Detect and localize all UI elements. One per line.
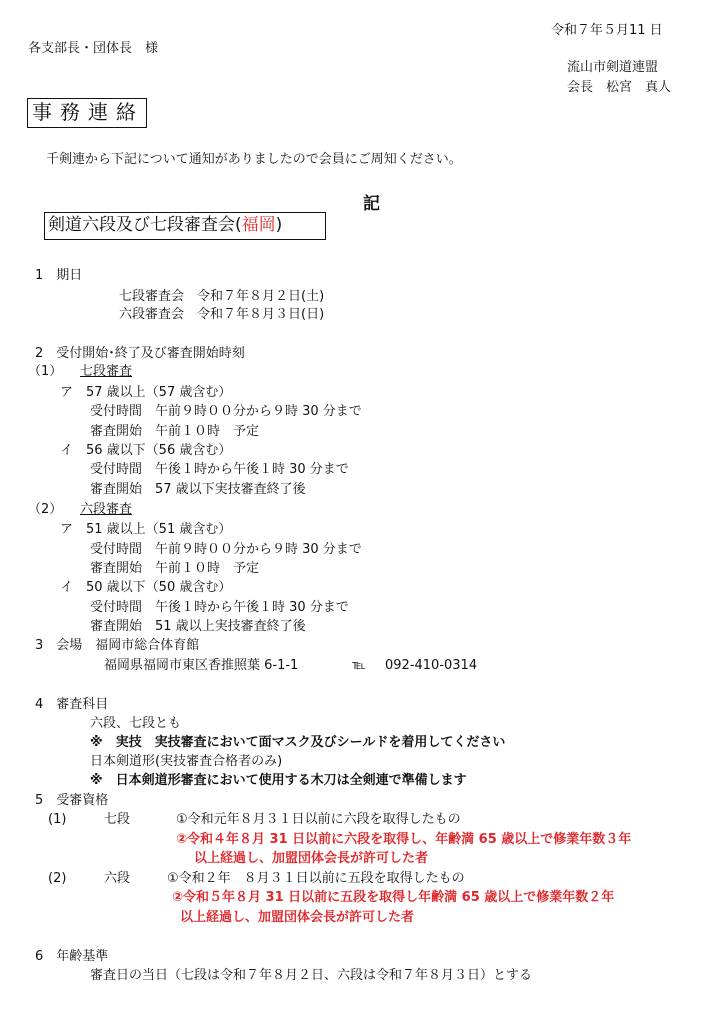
sub2-a: ア 51 歳以上（51 歳含む） xyxy=(60,522,232,537)
qual-2-cond-2-cont: 以上経過し、加盟団体会長が許可した者 xyxy=(180,910,415,925)
qual-2-number: (2) xyxy=(48,871,67,886)
age-criteria: 審査日の当日（七段は令和７年８月２日、六段は令和７年８月３日）とする xyxy=(90,968,533,983)
sub1-a: ア 57 歳以上（57 歳含む） xyxy=(60,385,232,400)
qual-1-grade: 七段 xyxy=(104,812,131,827)
tel-number: 092-410-0314 xyxy=(385,658,478,673)
qual-1-cond-2: ②令和４年８月 31 日以前に六段を取得し、年齢満 65 歳以上で修業年数３年 xyxy=(176,832,632,847)
sub2-i-reception: 受付時間 午後１時から午後１時 30 分まで xyxy=(90,600,349,615)
document-date: 令和７年５月11 日 xyxy=(551,23,663,38)
subjects-line-1: 六段、七段とも xyxy=(90,716,182,731)
date-6dan: 六段審査会 令和７年８月３日(日) xyxy=(119,307,325,322)
sub2-title: 六段審査 xyxy=(80,502,133,517)
section-2-heading: 2 受付開始･終了及び審査開始時刻 xyxy=(35,346,245,361)
ki-heading: 記 xyxy=(363,194,380,214)
sub2-a-start: 審査開始 午前１０時 予定 xyxy=(90,561,260,576)
sub2-number: （2） xyxy=(28,502,63,517)
qual-1-cond-1: ①令和元年８月３１日以前に六段を取得したもの xyxy=(176,812,461,827)
sub2-i: イ 50 歳以下（50 歳含む） xyxy=(60,580,232,595)
sub1-a-start: 審査開始 午前１０時 予定 xyxy=(90,424,260,439)
qual-1-number: (1) xyxy=(48,812,67,827)
recipient: 各支部長・団体長 様 xyxy=(28,41,159,56)
section-1-heading: 1 期日 xyxy=(35,268,83,283)
venue-address: 福岡県福岡市東区香推照葉 6-1-1 xyxy=(104,658,299,673)
section-4-heading: 4 審査科目 xyxy=(35,697,109,712)
qual-2-grade: 六段 xyxy=(104,871,131,886)
qual-1-cond-2-cont: 以上経過し、加盟団体会長が許可した者 xyxy=(194,851,429,866)
event-title-prefix: 剣道六段及び七段審査会( xyxy=(48,215,242,235)
document-title-box: 事務連絡 xyxy=(27,98,147,128)
sub2-a-reception: 受付時間 午前９時００分から９時 30 分まで xyxy=(90,542,362,557)
sub1-i-reception: 受付時間 午後１時から午後１時 30 分まで xyxy=(90,462,349,477)
subjects-note-1: ※ 実技 実技審査において面マスク及びシールドを着用してください xyxy=(90,735,506,750)
event-title-box xyxy=(44,212,326,240)
section-5-heading: 5 受審資格 xyxy=(35,793,109,808)
sub1-i: イ 56 歳以下（56 歳含む） xyxy=(60,443,232,458)
sub1-number: （1） xyxy=(28,364,63,379)
sender-org: 流山市剣道連盟 xyxy=(567,60,659,75)
sub1-i-start: 審査開始 57 歳以下実技審査終了後 xyxy=(90,482,306,497)
intro-text: 千剣連から下記について通知がありましたので会員にご周知ください。 xyxy=(46,152,462,167)
event-title-suffix: ) xyxy=(275,215,283,235)
sub1-title: 七段審査 xyxy=(80,364,133,379)
subjects-note-2: ※ 日本剣道形審査において使用する木刀は全剣連で準備します xyxy=(90,773,467,788)
sub1-a-reception: 受付時間 午前９時００分から９時 30 分まで xyxy=(90,404,362,419)
section-6-heading: 6 年齢基準 xyxy=(35,949,109,964)
qual-2-cond-2: ②令和５年８月 31 日以前に五段を取得し年齢満 65 歳以上で修業年数２年 xyxy=(172,890,615,905)
sub2-i-start: 審査開始 51 歳以上実技審査終了後 xyxy=(90,619,306,634)
sender-person: 会長 松宮 真人 xyxy=(567,80,672,95)
qual-2-cond-1: ①令和２年 ８月３１日以前に五段を取得したもの xyxy=(167,871,465,886)
section-3-heading: 3 会場 福岡市総合体育館 xyxy=(35,638,200,653)
tel-label: ℡ xyxy=(352,658,366,673)
subjects-line-2: 日本剣道形(実技審査合格者のみ) xyxy=(90,754,283,769)
date-7dan: 七段審査会 令和７年８月２日(土) xyxy=(119,289,325,304)
event-title-place: 福岡 xyxy=(241,215,276,235)
